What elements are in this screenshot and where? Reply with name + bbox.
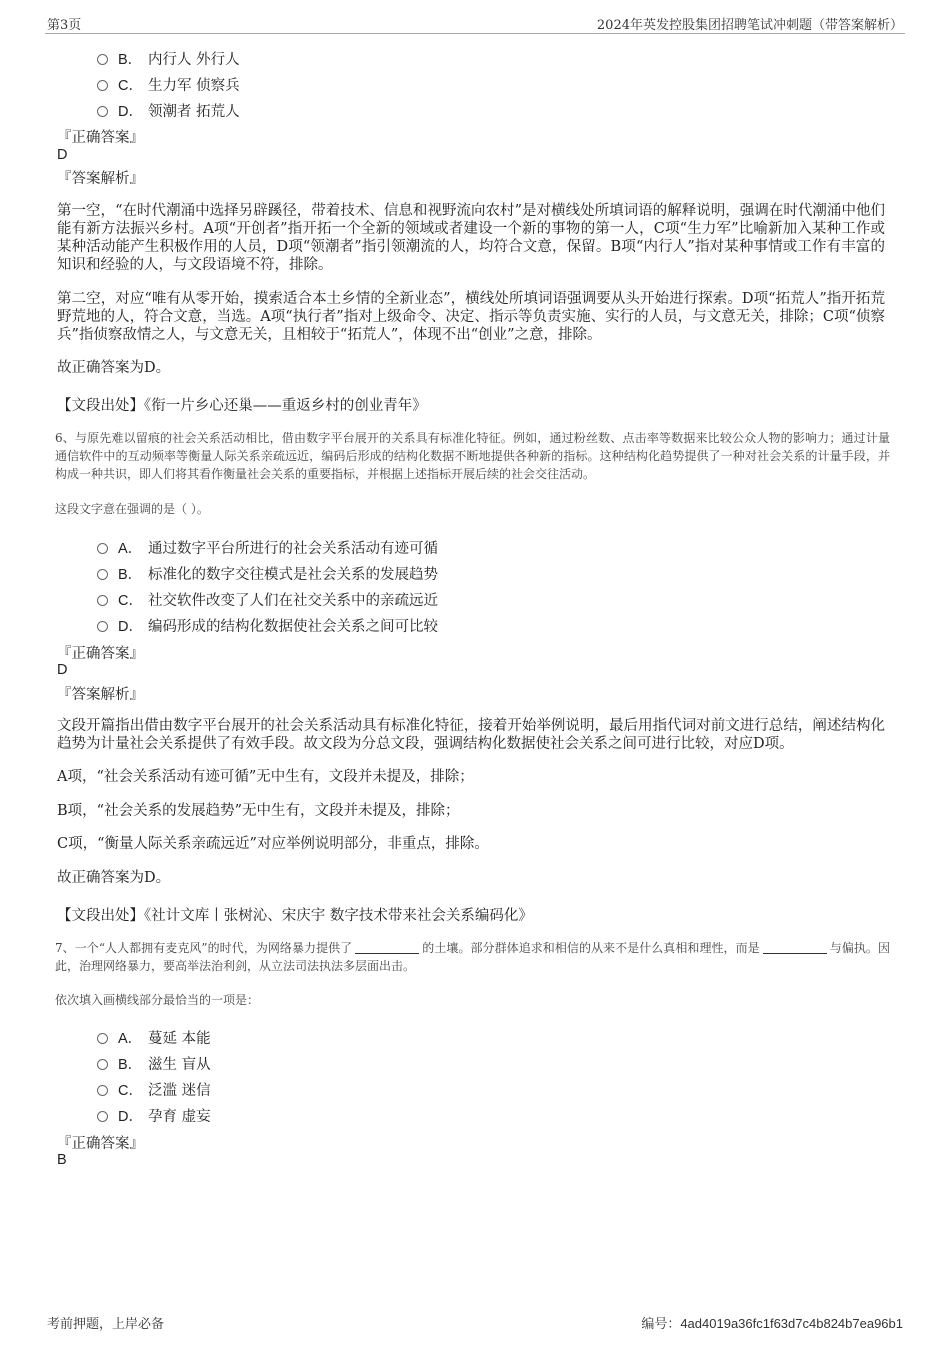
radio-icon[interactable] (97, 106, 108, 117)
radio-icon[interactable] (97, 1059, 108, 1070)
q6-analysis-paragraph-1: 文段开篇指出借由数字平台展开的社会关系活动具有标准化特征，接着开始举例说明，最后用指代词对前文进行总结，阐述结构化趋势为计量社会关系提供了有效手段。故文段为分总文段，强调结构化数据使社会关系之间可进行比较，对应D项。 (57, 718, 885, 752)
q7-question: 依次填入画横线部分最恰当的一项是： (55, 993, 260, 1007)
q6-option-d[interactable]: D． 编码形成的结构化数据使社会关系之间可比较 (97, 615, 438, 636)
radio-icon[interactable] (97, 569, 108, 580)
q7-option-c[interactable]: C． 泛滥 迷信 (97, 1079, 211, 1100)
q6-analysis-conclusion: 故正确答案为D。 (57, 870, 171, 886)
q5-analysis-paragraph-2: 第二空，对应“唯有从零开始，摸索适合本土乡情的全新业态”，横线处所填词语强调要从头开始进行探索。D项“拓荒人”指开拓荒野荒地的人，符合文意，当选。A项“执行者”指对上级命令、决定、指示等负责实施、实行的人员，与文意无关，排除；C项“侦察兵”指侦察敌情之人，与文意无关，且相较于“拓荒人”，体现不出“创业”之意，排除。 (57, 291, 885, 343)
q6-option-b[interactable]: B． 标准化的数字交往模式是社会关系的发展趋势 (97, 563, 438, 584)
q5-option-d[interactable]: D． 领潮者 拓荒人 (97, 100, 240, 121)
radio-icon[interactable] (97, 595, 108, 606)
radio-icon[interactable] (97, 1111, 108, 1122)
radio-icon[interactable] (97, 543, 108, 554)
q6-analysis-label: 『答案解析』 (57, 687, 144, 703)
q5-source (57, 394, 427, 415)
q7-answer: B (57, 1152, 67, 1168)
radio-icon[interactable] (97, 1085, 108, 1096)
q5-option-c[interactable]: C． 生力军 侦察兵 (97, 74, 240, 95)
radio-icon[interactable] (97, 80, 108, 91)
q6-option-c[interactable]: C． 社交软件改变了人们在社交关系中的亲疏远近 (97, 589, 438, 610)
radio-icon[interactable] (97, 1033, 108, 1044)
page-number: 第3页 (47, 18, 82, 33)
q6-analysis-option-c: C项，“衡量人际关系亲疏远近”对应举例说明部分，非重点，排除。 (57, 836, 489, 852)
document-title: 2024年英发控股集团招聘笔试冲刺题（带答案解析） (596, 18, 903, 33)
radio-icon[interactable] (97, 621, 108, 632)
radio-icon[interactable] (97, 54, 108, 65)
q6-answer: D (57, 662, 68, 678)
fill-blank-1[interactable] (355, 941, 419, 954)
q5-option-b[interactable]: B． 内行人 外行人 (97, 48, 240, 69)
header-divider (45, 33, 905, 34)
q7-option-d[interactable]: D． 孕育 虚妄 (97, 1105, 211, 1126)
q5-answer-label: 『正确答案』 (57, 130, 144, 146)
source-title: 《衔一片乡心还巢——重返乡村的创业青年》 (144, 398, 427, 414)
q7-answer-label: 『正确答案』 (57, 1136, 144, 1152)
q6-question: 这段文字意在强调的是（ ）。 (55, 502, 209, 516)
fill-blank-2[interactable] (763, 941, 827, 954)
q5-answer: D (57, 147, 68, 163)
q5-analysis-label: 『答案解析』 (57, 171, 144, 187)
q6-analysis-option-b: B项，“社会关系的发展趋势”无中生有，文段并未提及，排除； (57, 803, 460, 819)
q5-analysis-conclusion: 故正确答案为D。 (57, 360, 171, 376)
q6-answer-label: 『正确答案』 (57, 646, 144, 662)
q6-analysis-option-a: A项，“社会关系活动有迹可循”无中生有，文段并未提及，排除； (57, 769, 474, 785)
source-label: 【文段出处】 (57, 398, 144, 414)
q6-stem: 6、与原先难以留痕的社会关系活动相比，借由数字平台展开的关系具有标准化特征。例如，通过粉丝数、点击率等数据来比较公众人物的影响力；通过计量通信软件中的互动频率等衡量人际关系亲疏远近，编码后形成的结构化数据不断地提供各种新的指标。这种结构化趋势提供了一种对社会关系的计量手段，并构成一种共识，即人们将其看作衡量社会关系的重要指标，并根据上述指标开展后续的社会交往活动。 (55, 431, 890, 481)
q6-source (57, 904, 533, 925)
q6-option-a[interactable]: A． 通过数字平台所进行的社会关系活动有迹可循 (97, 537, 438, 558)
source-title: 《社计文库丨张树沁、宋庆宇 数字技术带来社会关系编码化》 (144, 908, 533, 924)
q7-stem: 7、一个“人人都拥有麦克风”的时代，为网络暴力提供了 的土壤。部分群体追求和相信的从来不是什么真相和理性，而是 与偏执。因此，治理网络暴力，要高举法治利剑，从立法司法执法多层面出击。 (55, 941, 890, 973)
footer-slogan: 考前押题，上岸必备 (47, 1317, 165, 1332)
source-label: 【文段出处】 (57, 908, 144, 924)
q5-analysis-paragraph-1: 第一空，“在时代潮涌中选择另辟蹊径，带着技术、信息和视野流向农村”是对横线处所填词语的解释说明，强调在时代潮涌中他们能有新方法振兴乡村。A项“开创者”指开拓一个全新的领域或者建设一个新的事物的第一人，C项“生力军”比喻新加入某种工作或某种活动能产生积极作用的人员，D项“领潮者”指引领潮流的人，均符合文意，保留。B项“内行人”指对某种事情或工作有丰富的知识和经验的人，与文段语境不符，排除。 (57, 203, 885, 273)
footer-code: 编号：4ad4019a36fc1f63d7c4b824b7ea96b1 (641, 1316, 903, 1332)
q7-option-b[interactable]: B． 滋生 盲从 (97, 1053, 211, 1074)
q7-option-a[interactable]: A． 蔓延 本能 (97, 1027, 211, 1048)
